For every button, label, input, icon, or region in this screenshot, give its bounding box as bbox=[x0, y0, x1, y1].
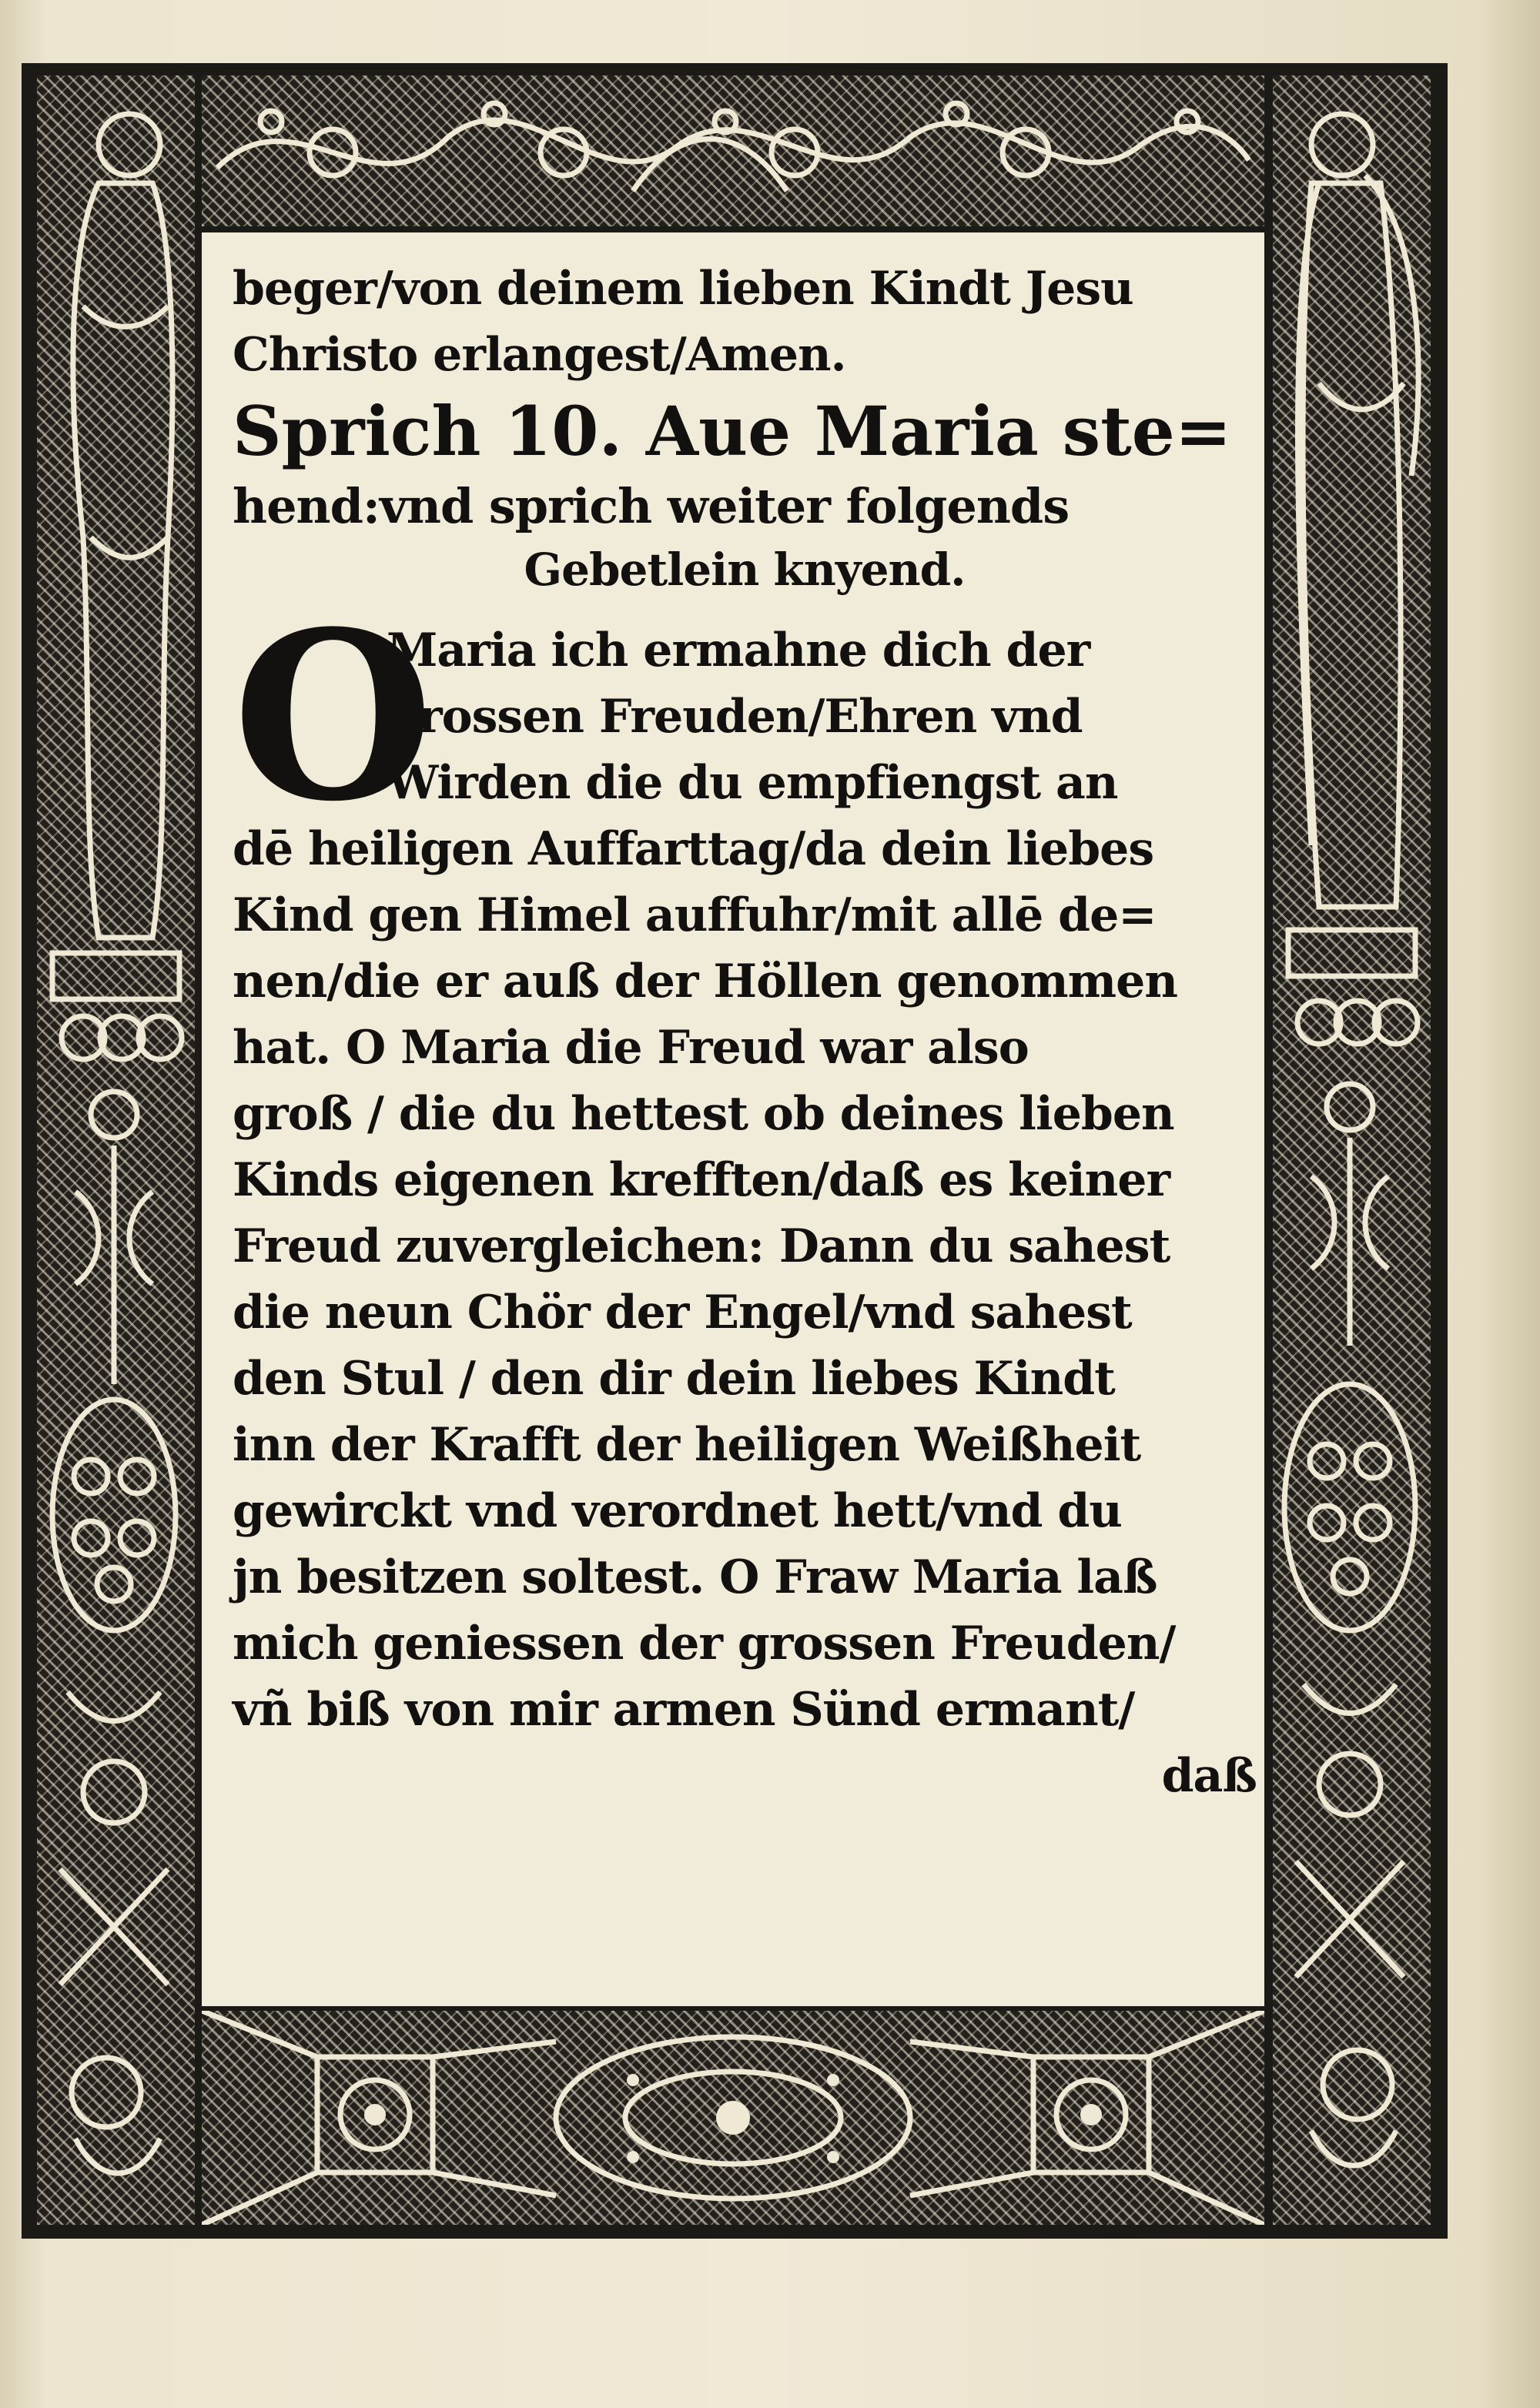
text-line-2: Christo erlangest/Amen. bbox=[233, 328, 846, 382]
left-border-woodcut bbox=[37, 75, 195, 2225]
top-border-woodcut bbox=[202, 75, 1264, 226]
decorated-initial-letter: O bbox=[233, 580, 434, 852]
body-line-6: Kinds eigenen krefften/daß es keiner bbox=[233, 1153, 1170, 1207]
body-line-1: dē heiligen Auffarttag/da dein liebes bbox=[233, 822, 1154, 876]
heading-line-3: Gebetlein knyend. bbox=[524, 543, 966, 596]
initial-line-2: grossen Freuden/Ehren vnd bbox=[387, 690, 1083, 744]
initial-line-1: Maria ich ermahne dich der bbox=[387, 624, 1090, 677]
right-border-woodcut bbox=[1273, 75, 1431, 2225]
body-line-4: hat. O Maria die Freud war also bbox=[233, 1021, 1029, 1075]
foliage-scroll-icon bbox=[202, 75, 1264, 226]
body-line-11: gewirckt vnd verordnet hett/vnd du bbox=[233, 1484, 1122, 1538]
body-line-2: Kind gen Himel auffuhr/mit allē de= bbox=[233, 888, 1157, 942]
body-line-10: inn der Krafft der heiligen Weißheit bbox=[233, 1418, 1141, 1472]
body-line-5: groß / die du hettest ob deines lieben bbox=[233, 1087, 1174, 1141]
right-border-angel-icon bbox=[1273, 75, 1431, 2225]
text-panel bbox=[202, 232, 1264, 2006]
body-line-8: die neun Chör der Engel/vnd sahest bbox=[233, 1286, 1132, 1339]
page-text bbox=[233, 256, 1257, 1809]
bottom-border-woodcut bbox=[202, 2011, 1264, 2225]
heading-line-1: Sprich 10. Aue Maria ste= bbox=[233, 391, 1232, 471]
body-line-14: vñ biß von mir armen Sünd ermant/ bbox=[233, 1683, 1135, 1737]
heading-line-2: hend:vnd sprich weiter folgends bbox=[233, 478, 1070, 534]
body-line-13: mich geniessen der grossen Freuden/ bbox=[233, 1617, 1176, 1671]
body-line-3: nen/die er auß der Höllen genommen bbox=[233, 955, 1177, 1008]
body-line-12: jn besitzen soltest. O Fraw Maria laß bbox=[233, 1550, 1157, 1604]
rosette-ornament-icon bbox=[202, 2011, 1264, 2225]
catchword: daß bbox=[1161, 1749, 1257, 1803]
text-line-1: beger/von deinem lieben Kindt Jesu bbox=[233, 262, 1133, 316]
left-border-figure-icon bbox=[37, 75, 195, 2225]
initial-line-3: Wirden die du empfiengst an bbox=[387, 756, 1118, 810]
body-line-9: den Stul / den dir dein liebes Kindt bbox=[233, 1352, 1115, 1406]
body-line-7: Freud zuvergleichen: Dann du sahest bbox=[233, 1219, 1170, 1273]
